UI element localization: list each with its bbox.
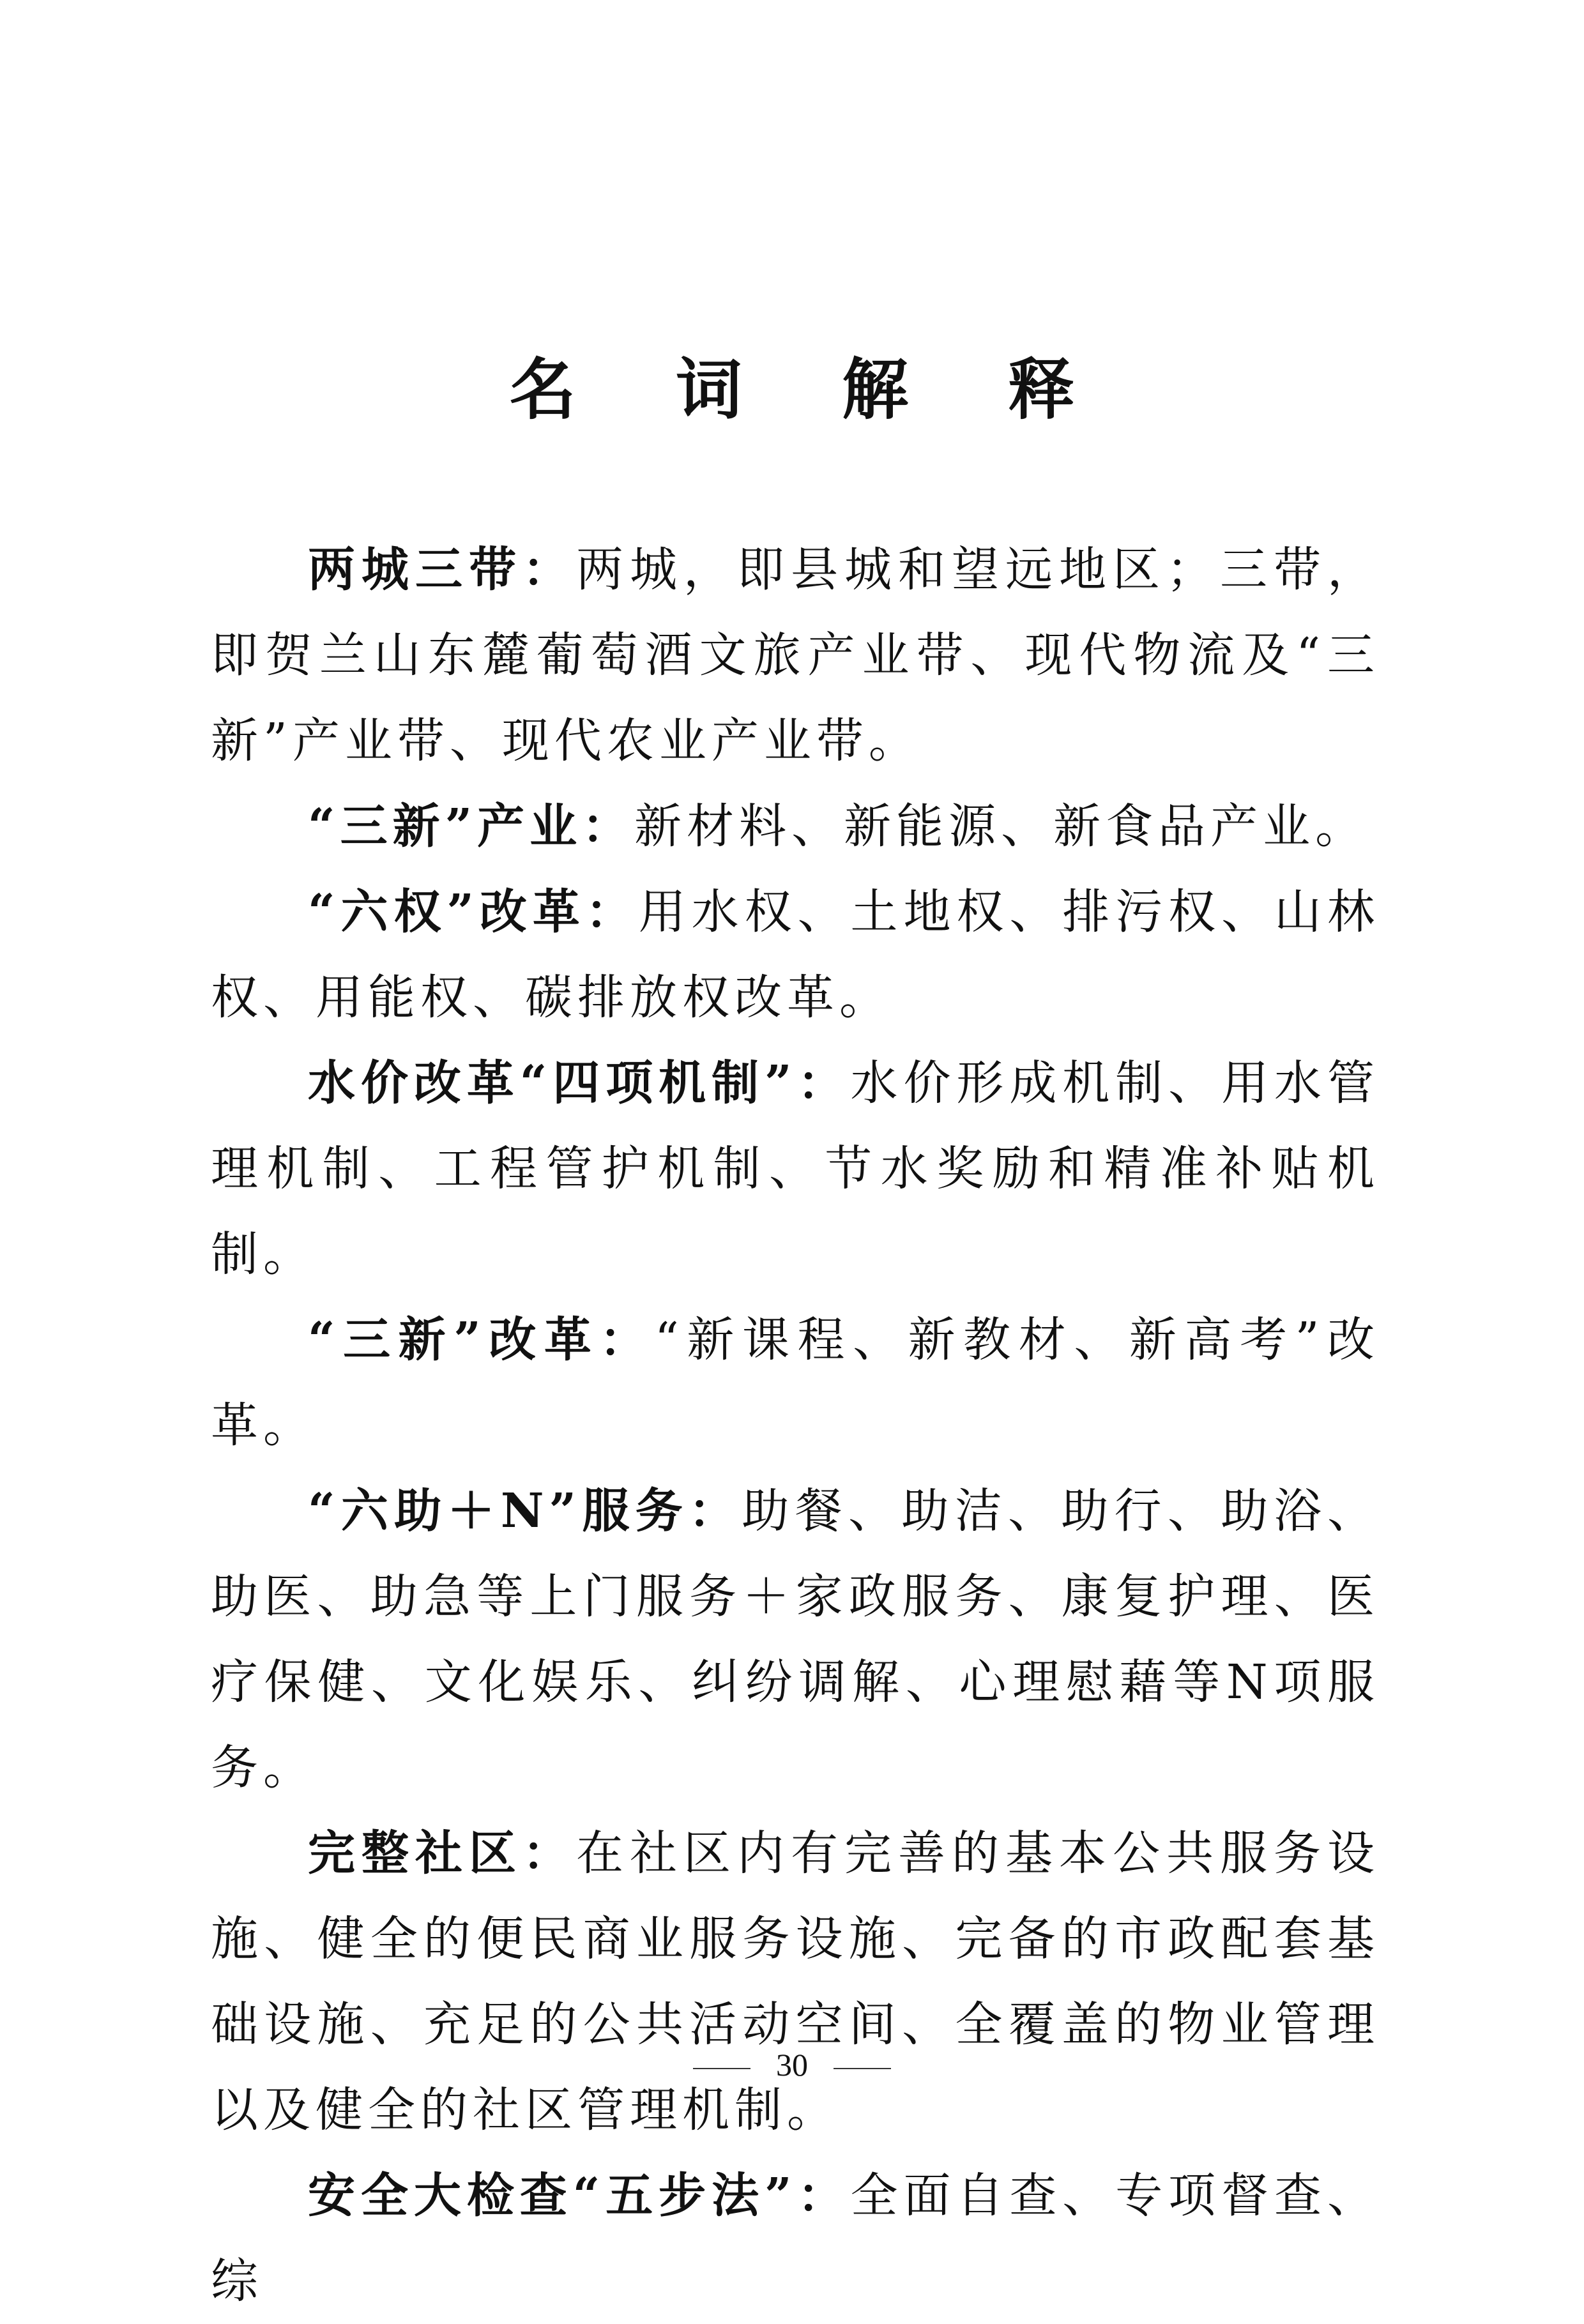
footer-dash-right	[834, 2068, 891, 2069]
glossary-entry	[211, 869, 1380, 1040]
glossary-term: 安全大检查“五步法”：	[308, 2168, 851, 2223]
glossary-term: “三新”产业：	[308, 799, 635, 854]
page-number: 30	[776, 2047, 808, 2083]
glossary-definition: 两城，即县城和望远地区；三带，即贺兰山东麓葡萄酒文旅产业带、现代物流及“三新”产业带、现代农业产业带。	[211, 542, 1380, 768]
glossary-definition: 助餐、助洁、助行、助浴、助医、助急等上门服务＋家政服务、康复护理、医疗保健、文化娱乐、纠纷调解、心理慰藉等N项服务。	[211, 1484, 1380, 1795]
glossary-entry	[211, 1040, 1380, 1297]
glossary-definition: “新课程、新教材、新高考”改革。	[211, 1312, 1380, 1453]
page-footer	[0, 2042, 1584, 2087]
glossary-term: 两城三带：	[308, 542, 576, 597]
glossary-definition: 全面自查、专项督查、综	[211, 2168, 1380, 2309]
glossary-definition: 水价形成机制、用水管理机制、工程管护机制、节水奖励和精准补贴机制。	[211, 1056, 1380, 1282]
glossary-definition: 新材料、新能源、新食品产业。	[634, 799, 1368, 854]
glossary-entry	[211, 1468, 1380, 1811]
glossary-term: “三新”改革：	[308, 1312, 655, 1367]
page-title: 名 词 解 释	[509, 350, 1113, 429]
glossary-entry	[211, 784, 1380, 869]
glossary-definition: 在社区内有完善的基本公共服务设施、健全的便民商业服务设施、完备的市政配套基础设施、充足的公共活动空间、全覆盖的物业管理以及健全的社区管理机制。	[211, 1826, 1380, 2138]
glossary-entry	[211, 1811, 1380, 2153]
glossary-term: “六助＋N”服务：	[308, 1484, 742, 1538]
glossary-term: 水价改革“四项机制”：	[308, 1056, 851, 1111]
glossary-entry	[211, 527, 1380, 784]
glossary-entry	[211, 2153, 1380, 2324]
footer-dash-left	[693, 2068, 750, 2069]
glossary-definition: 用水权、土地权、排污权、山林权、用能权、碳排放权改革。	[211, 885, 1380, 1025]
glossary-entry	[211, 1297, 1380, 1468]
glossary-term: “六权”改革：	[308, 885, 639, 939]
glossary-term: 完整社区：	[308, 1826, 576, 1881]
